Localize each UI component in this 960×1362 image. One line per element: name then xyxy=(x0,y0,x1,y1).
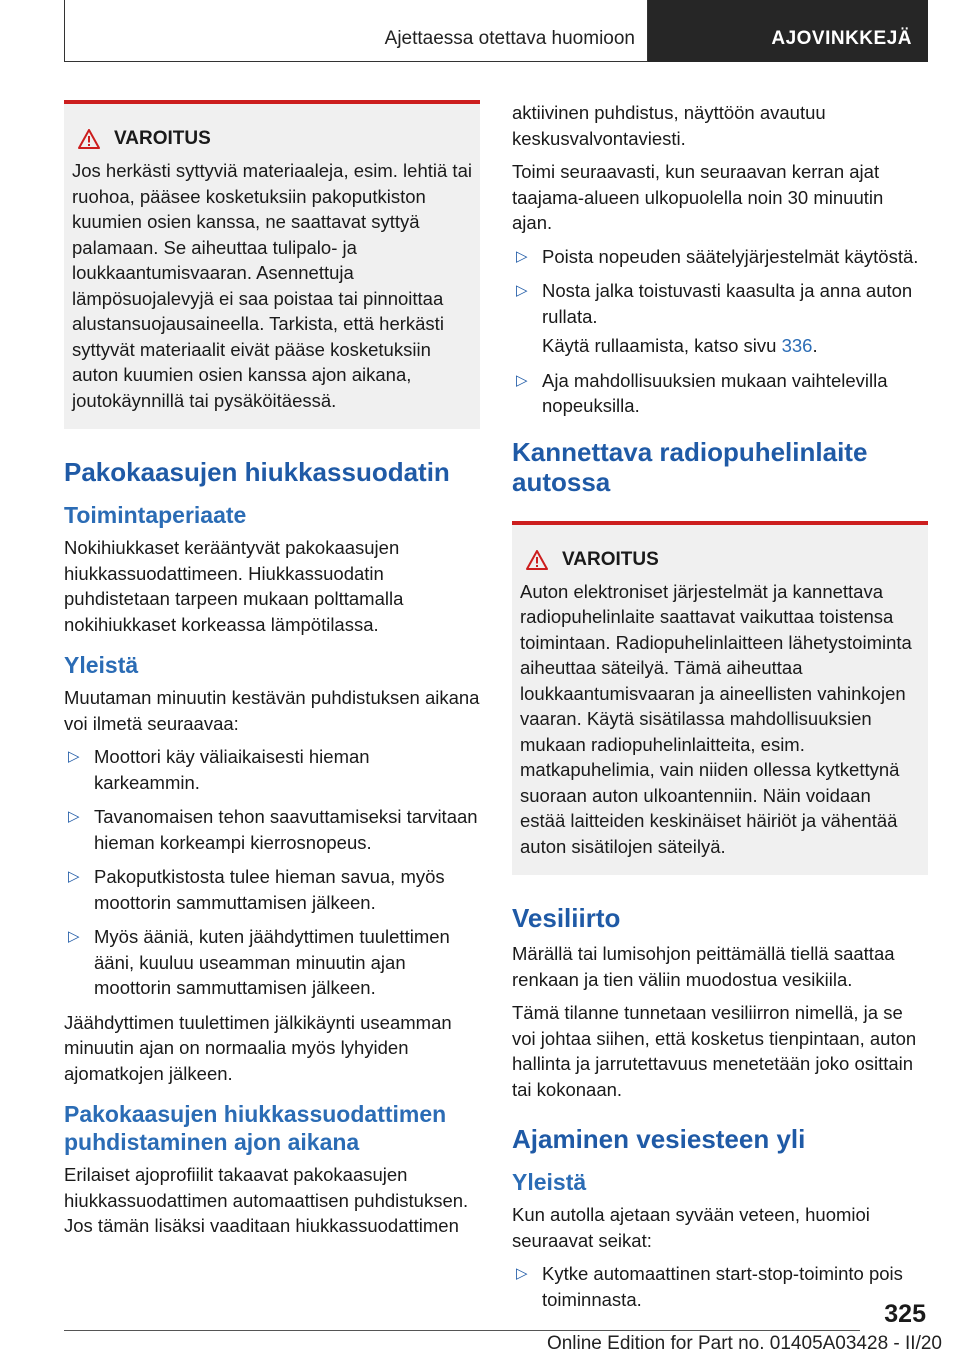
bullet-triangle-icon: ▷ xyxy=(516,247,528,265)
bullet-triangle-icon: ▷ xyxy=(68,808,80,825)
subheading-cleaning: Pakokaasujen hiukkassuodattimen puhdistaminen ajon aikana xyxy=(64,1101,447,1155)
instruction-list-2 xyxy=(512,368,928,419)
bullet-triangle-icon: ▷ xyxy=(68,748,80,765)
subheading-general-right: Yleistä xyxy=(512,1169,587,1195)
aquaplaning-text-2: Tämä tilanne tunnetaan vesiliirron nimellä, ja se voi johtaa siihen, että kosketus tienpintaan, auton hallinta ja jarrutettavuus menetetään joko osittain tai kokonaan. xyxy=(512,1002,917,1100)
bullet-triangle-icon: ▷ xyxy=(68,928,80,945)
warning-triangle-icon xyxy=(526,550,548,570)
list-item: ▷ Poista nopeuden säätelyjärjestelmät käytöstä. xyxy=(512,244,928,270)
general-list xyxy=(64,744,480,1001)
warning-title: VAROITUS xyxy=(114,128,211,149)
cleaning-text: Erilaiset ajoprofiilit takaavat pakokaasujen hiukkassuodattimen automaattisen puhdistuksen. Jos tämän lisäksi vaaditaan hiukkassuodattimen xyxy=(64,1164,469,1236)
list-item: ▷ Aja mahdollisuuksien mukaan vaihtelevilla nopeuksilla. xyxy=(516,369,888,416)
page-number: 325 xyxy=(884,1300,926,1328)
chapter-tab xyxy=(648,0,928,62)
warning-title: VAROITUS xyxy=(562,548,659,570)
bullet-triangle-icon: ▷ xyxy=(516,282,528,299)
footer-divider xyxy=(64,1330,860,1331)
principle-text: Nokihiukkaset kerääntyvät pakokaasujen hiukkassuodattimeen. Hiukkassuodatin puhdistetaan tarpeen mukaan polttamalla nokihiukkaset korkeassa lämpötilassa. xyxy=(64,537,404,635)
heading-aquaplaning: Vesiliirto xyxy=(512,903,621,933)
general-text: Muutaman minuutin kestävän puhdistuksen aikana voi ilmetä seuraavaa: xyxy=(64,687,480,734)
instruction-text: Toimi seuraavasti, kun seuraavan kerran ajat taajama-alueen ulkopuolella noin 30 minuutin ajan. xyxy=(512,161,884,233)
list-item: ▷ Pakoputkistosta tulee hieman savua, myös moottorin sammuttamisen jälkeen. xyxy=(68,866,445,913)
coasting-reference: Käytä rullaamista, katso sivu 336. xyxy=(542,335,818,356)
list-item: ▷ Nosta jalka toistuvasti kaasulta ja anna auton rullata. xyxy=(516,280,913,327)
subheading-principle: Toimintaperiaate xyxy=(64,502,247,528)
water-crossing-text: Kun autolla ajetaan syvään veteen, huomioi seuraavat seikat: xyxy=(512,1204,870,1251)
left-column xyxy=(64,100,480,1247)
instruction-list xyxy=(512,244,928,330)
warning-text: Jos herkästi syttyviä materiaaleja, esim. lehtiä tai ruohoa, pääsee kosketuksiin pakoputkiston kuumien osien kanssa, ne saattavat syttyä palamaan. Se aiheuttaa tulipalo- ja loukkaantumisvaaran. Asennettuja lämpösuojalevyjä ei saa poistaa tai pinnoittaa alustansuojausaineella. Tarkista, että herkästi syttyvät materiaalit eivät pääse kosketuksiin auton kuumien osien kanssa ajon aikana, joutokäynnillä tai pysäköitäessä. xyxy=(72,160,472,411)
chapter-title: AJOVINKKEJÄ xyxy=(771,28,912,49)
page-link[interactable]: 336 xyxy=(781,335,813,356)
warning-header xyxy=(520,549,920,571)
footer-text: Online Edition for Part no. 01405A03428 - II/20 xyxy=(546,1333,942,1354)
water-crossing-list xyxy=(512,1261,928,1312)
section-tab xyxy=(64,0,648,62)
list-item: ▷ Kytke automaattinen start-stop-toiminto pois toiminnasta. xyxy=(516,1263,903,1310)
aquaplaning-text-1: Märällä tai lumisohjon peittämällä tiellä saattaa renkaan ja tien väliin muodostua vesikiila. xyxy=(512,943,895,990)
bullet-triangle-icon: ▷ xyxy=(68,868,80,885)
heading-particle-filter: Pakokaasujen hiukkassuodatin xyxy=(64,457,450,487)
warning-box-radio xyxy=(512,521,928,876)
heading-water-crossing: Ajaminen vesiesteen yli xyxy=(512,1124,806,1154)
section-title: Ajettaessa otettava huomioon xyxy=(384,28,635,49)
list-item: ▷ Tavanomaisen tehon saavuttamiseksi tarvitaan hieman korkeampi kierrosnopeus. xyxy=(68,806,478,853)
subheading-general: Yleistä xyxy=(64,652,139,678)
list-item: ▷ Moottori käy väliaikaisesti hieman karkeammin. xyxy=(68,746,370,793)
page-header xyxy=(64,0,928,64)
warning-box xyxy=(64,100,480,429)
right-column xyxy=(512,100,928,1321)
warning-triangle-icon xyxy=(78,129,100,149)
warning-text: Auton elektroniset järjestelmät ja kannettava radiopuhelinlaite saattavat vaikuttaa toistensa toimintaan. Radiopuhelinlaitteen lähetystoiminta aiheuttaa säteilyä. Tämä aiheuttaa loukkaantumisvaaran ja aineellisten vahinkojen vaaran. Käytä sisätilassa mahdollisuuksien mukaan radiopuhelinlaitteita, esim. matkapuhelimia, vain niiden ollessa kytkettynä suoraan auton ulkoantenniin. Näin voidaan estää laitteiden keskinäiset häiriöt ja vähentää auton sisätilojen säteilyä. xyxy=(520,580,912,857)
fan-text: Jäähdyttimen tuulettimen jälkikäynti useamman minuutin ajan on normaalia myös lyhyiden ajomatkojen jälkeen. xyxy=(64,1011,452,1084)
continued-text: aktiivinen puhdistus, näyttöön avautuu keskusvalvontaviesti. xyxy=(512,102,826,149)
warning-header xyxy=(72,128,472,150)
bullet-triangle-icon: ▷ xyxy=(516,371,528,389)
bullet-triangle-icon: ▷ xyxy=(516,1265,528,1282)
heading-radio: Kannettava radiopuhelinlaite autossa xyxy=(512,436,868,497)
list-item: ▷ Myös ääniä, kuten jäähdyttimen tuulettimen ääni, kuuluu useamman minuutin ajan moottorin sammuttamisen jälkeen. xyxy=(68,926,450,998)
